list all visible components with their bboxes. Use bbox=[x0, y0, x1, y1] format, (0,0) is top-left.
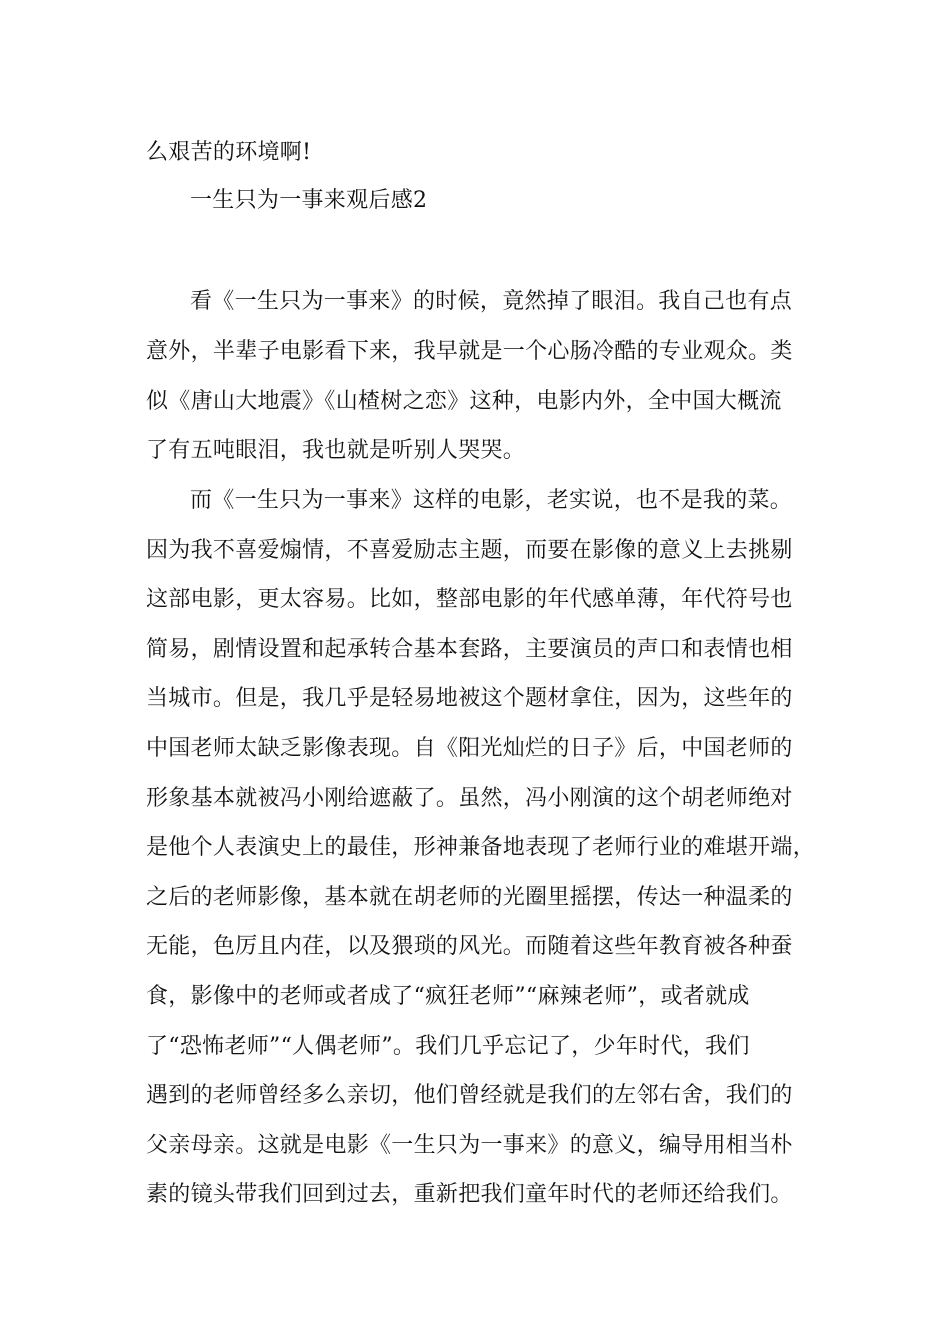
paragraph-line: 而《一生只为一事来》这样的电影，老实说，也不是我的菜。 bbox=[190, 488, 793, 513]
paragraph-line: 似《唐山大地震》《山楂树之恋》这种，电影内外，全中国大概流 bbox=[146, 389, 782, 414]
paragraph-line: 看《一生只为一事来》的时候，竟然掉了眼泪。我自己也有点 bbox=[190, 289, 793, 314]
continuation-line: 么艰苦的环境啊! bbox=[146, 140, 312, 165]
paragraph-line: 中国老师太缺乏影像表现。自《阳光灿烂的日子》后，中国老师的 bbox=[146, 736, 793, 761]
paragraph-line: 简易，剧情设置和起承转合基本套路，主要演员的声口和表情也相 bbox=[146, 637, 793, 662]
paragraph-line: 父亲母亲。这就是电影《一生只为一事来》的意义，编导用相当朴 bbox=[146, 1133, 793, 1158]
paragraph-line: 素的镜头带我们回到过去，重新把我们童年时代的老师还给我们。 bbox=[146, 1182, 793, 1207]
section-heading: 一生只为一事来观后感2 bbox=[190, 188, 428, 213]
paragraph-line: 了“恐怖老师”“人偶老师”。我们几乎忘记了，少年时代，我们 bbox=[146, 1034, 750, 1059]
paragraph-line: 因为我不喜爱煽情，不喜爱励志主题，而要在影像的意义上去挑剔 bbox=[146, 538, 793, 563]
paragraph-line: 形象基本就被冯小刚给遮蔽了。虽然，冯小刚演的这个胡老师绝对 bbox=[146, 786, 793, 811]
paragraph-line: 遇到的老师曾经多么亲切，他们曾经就是我们的左邻右舍，我们的 bbox=[146, 1083, 793, 1108]
paragraph-line: 无能，色厉且内荏，以及猥琐的风光。而随着这些年教育被各种蚕 bbox=[146, 934, 793, 959]
paragraph-line: 了有五吨眼泪，我也就是听别人哭哭。 bbox=[146, 438, 526, 463]
paragraph-line: 之后的老师影像，基本就在胡老师的光圈里摇摆，传达一种温柔的 bbox=[146, 885, 793, 910]
paragraph-line: 当城市。但是，我几乎是轻易地被这个题材拿住，因为，这些年的 bbox=[146, 686, 793, 711]
paragraph-line: 食，影像中的老师或者成了“疯狂老师”“麻辣老师”，或者就成 bbox=[146, 984, 750, 1009]
paragraph-line: 是他个人表演史上的最佳，形神兼备地表现了老师行业的难堪开端， bbox=[146, 835, 816, 860]
paragraph-line: 这部电影，更太容易。比如，整部电影的年代感单薄，年代符号也 bbox=[146, 587, 793, 612]
paragraph-line: 意外，半辈子电影看下来，我早就是一个心肠冷酷的专业观众。类 bbox=[146, 339, 793, 364]
